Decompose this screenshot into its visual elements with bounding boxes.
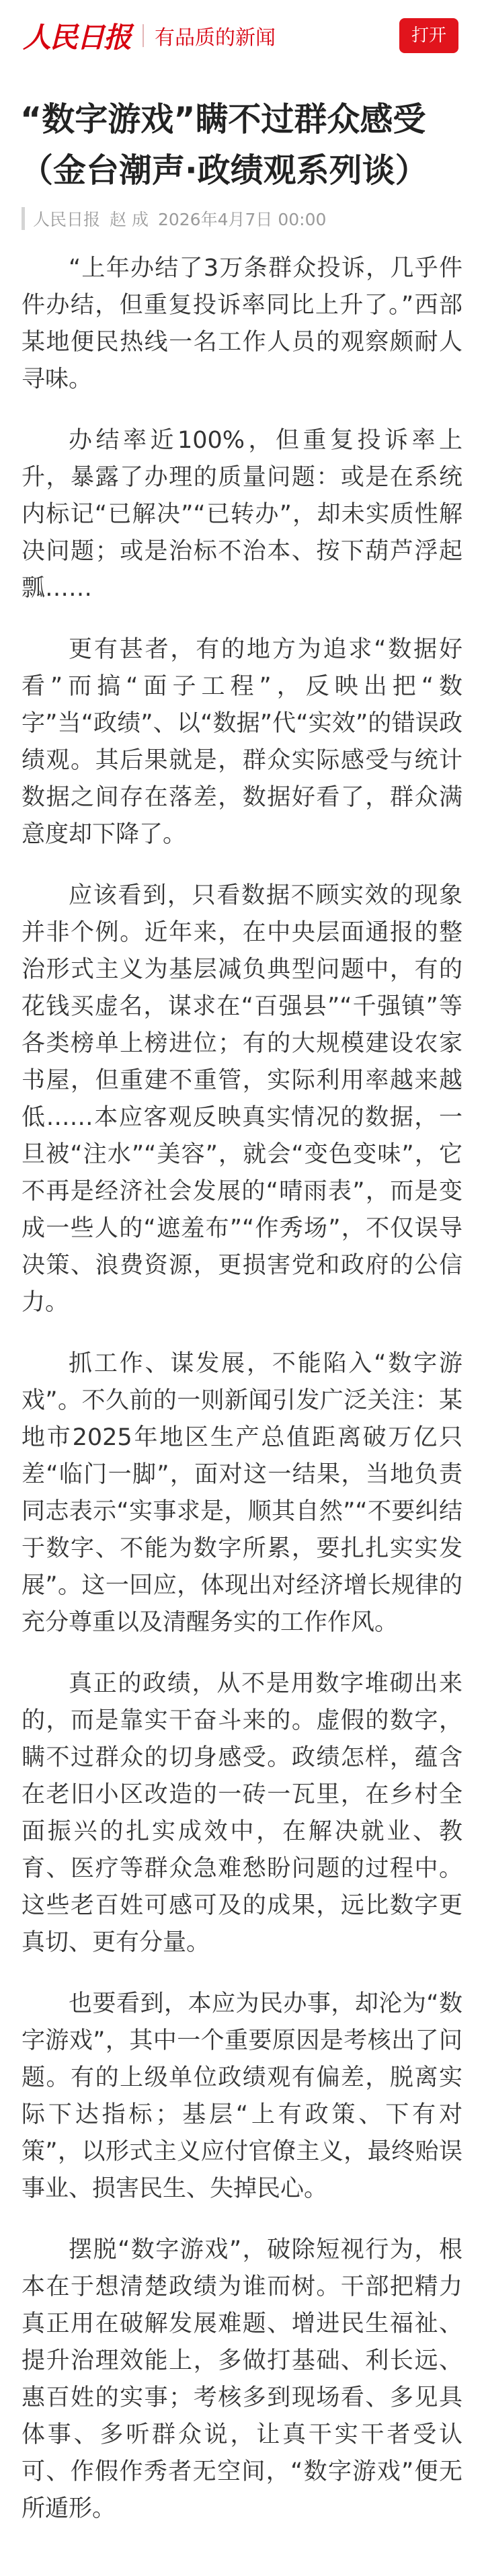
article-paragraph-4: 应该看到，只看数据不顾实效的现象并非个例。近年来，在中央层面通报的整治形式主义为基层减负典型问题中，有的花钱买虚名，谋求在“百强县”“千强镇”等各类榜单上榜进位；有的大规模建设农家书屋，但重建不重管，实际利用率越来越低……本应客观反映真实情况的数据，一旦被“注水”“美容”，就会“变色变味”，它不再是经济社会发展的“晴雨表”，而是变成一些人的“遮羞布”“作秀场”，不仅误导决策、浪费资源，更损害党和政府的公信力。 [22, 882, 462, 1316]
article-paragraph-1: “上年办结了3万条群众投诉，几乎件件办结，但重复投诉率同比上升了。”西部某地便民热线一名工作人员的观察颇耐人寻味。 [22, 255, 462, 393]
article-paragraph-3: 更有甚者，有的地方为追求“数据好看”而搞“面子工程”，反映出把“数字”当“政绩”、以“数据”代“实效”的错误政绩观。其后果就是，群众实际感受与统计数据之间存在落差，数据好看了，群众满意度却下降了。 [22, 636, 462, 848]
article-meta [22, 207, 462, 230]
slogan-text: 有品质的新闻 [155, 26, 276, 50]
people-daily-logo: 人民日报 [23, 21, 131, 54]
open-app-button[interactable]: 打开 [399, 18, 458, 53]
article-source: 人民日报 [33, 210, 101, 229]
article-paragraph-7: 也要看到，本应为民办事，却沦为“数字游戏”，其中一个重要原因是考核出了问题。有的上级单位政绩观有偏差，脱离实际下达指标；基层“上有政策、下有对策”，以形式主义应付官僚主义，最终贻误事业、损害民生、失掉民心。 [22, 1990, 462, 2202]
article-paragraph-8: 摆脱“数字游戏”，破除短视行为，根本在于想清楚政绩为谁而树。干部把精力真正用在破解发展难题、增进民生福祉、提升治理效能上，多做打基础、利长远、惠百姓的实事；考核多到现场看、多见具体事、多听群众说，让真干实干者受认可、作假作秀者无空间，“数字游戏”便无所遁形。 [22, 2236, 462, 2522]
article-body [0, 250, 484, 2528]
article-title: “数字游戏”瞒不过群众感受（金台潮声·政绩观系列谈） [20, 100, 428, 190]
logo-divider [143, 24, 144, 47]
article-paragraph-6: 真正的政绩，从不是用数字堆砌出来的，而是靠实干奋斗来的。虚假的数字，瞒不过群众的切身感受。政绩怎样，蕴含在老旧小区改造的一砖一瓦里，在乡村全面振兴的扎实成效中，在解决就业、教育、医疗等群众急难愁盼问题的过程中。这些老百姓可感可及的成果，远比数字更真切、更有分量。 [22, 1670, 462, 1956]
article-datetime: 2026年4月7日 00:00 [157, 210, 327, 229]
article-author: 赵 成 [110, 210, 149, 229]
article-paragraph-5: 抓工作、谋发展，不能陷入“数字游戏”。不久前的一则新闻引发广泛关注：某地市2025年地区生产总值距离破万亿只差“临门一脚”，面对这一结果，当地负责同志表示“实事求是，顺其自然”“不要纠结于数字、不能为数字所累，要扎扎实实发展”。这一回应，体现出对经济增长规律的充分尊重以及清醒务实的工作作风。 [22, 1350, 462, 1636]
top-bar [0, 0, 484, 71]
article-paragraph-2: 办结率近100%，但重复投诉率上升，暴露了办理的质量问题：或是在系统内标记“已解决”“已转办”，却未实质性解决问题；或是治标不治本、按下葫芦浮起瓢…… [22, 427, 462, 602]
